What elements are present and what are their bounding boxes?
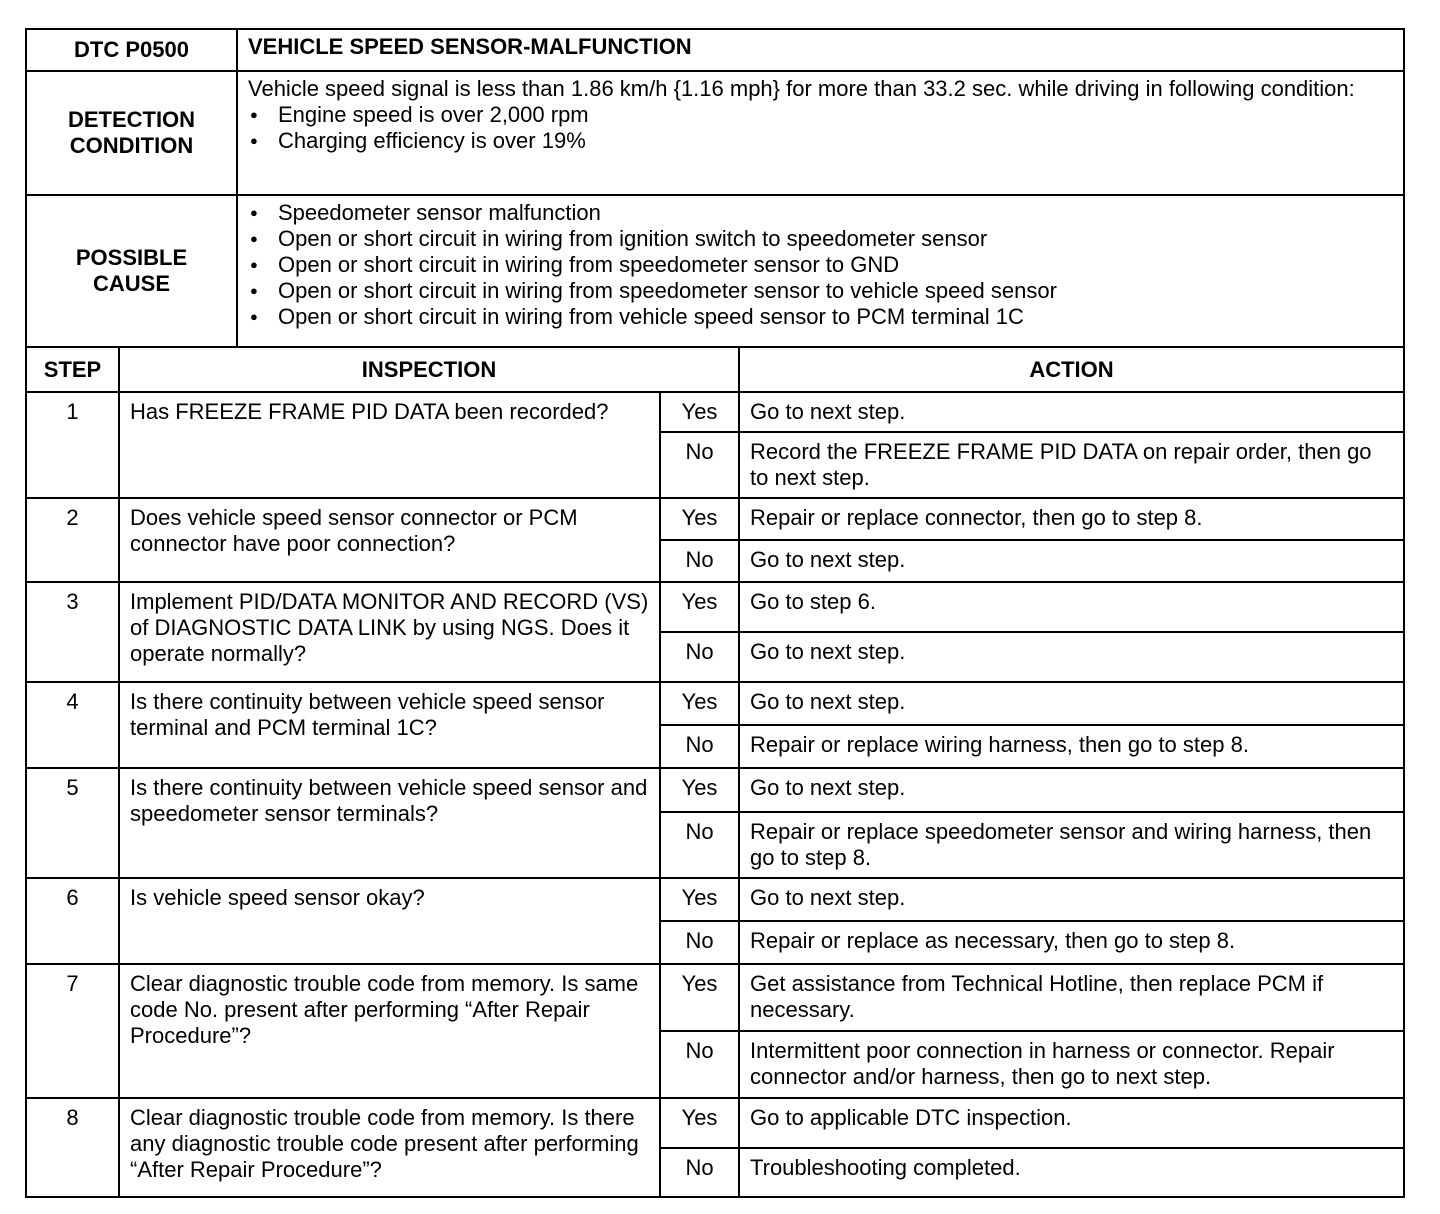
action-text: Get assistance from Technical Hotline, then replace PCM if necessary. bbox=[750, 971, 1324, 1022]
step-question: Does vehicle speed sensor connector or PCM connector have poor connection? bbox=[120, 499, 661, 581]
answer-row bbox=[661, 393, 1403, 431]
answer-yes: Yes bbox=[661, 683, 740, 724]
step-number: 6 bbox=[27, 879, 120, 963]
list-item: ● Open or short circuit in wiring from ignition switch to speedometer sensor bbox=[248, 226, 1393, 252]
answer-row bbox=[661, 631, 1403, 681]
list-item: ● Engine speed is over 2,000 rpm bbox=[248, 102, 1393, 128]
answer-row bbox=[661, 1030, 1403, 1097]
dtc-title-row bbox=[27, 30, 1403, 72]
dtc-code: DTC P0500 bbox=[27, 30, 238, 70]
answer-no: No bbox=[661, 633, 740, 681]
action-text: Go to next step. bbox=[750, 885, 906, 910]
step-number: 4 bbox=[27, 683, 120, 767]
step-question: Clear diagnostic trouble code from memory. Is same code No. present after performing “After Repair Procedure”? bbox=[120, 965, 661, 1097]
step-number: 8 bbox=[27, 1099, 120, 1196]
answer-row bbox=[661, 920, 1403, 963]
answer-yes: Yes bbox=[661, 965, 740, 1030]
step-number: 3 bbox=[27, 583, 120, 681]
action-text: Go to next step. bbox=[750, 639, 906, 664]
step-row bbox=[27, 683, 1403, 769]
step-question: Is there continuity between vehicle speed sensor and speedometer sensor terminals? bbox=[120, 769, 661, 877]
answer-no: No bbox=[661, 1149, 740, 1197]
possible-cause-label: POSSIBLE CAUSE bbox=[27, 196, 238, 346]
step-question: Has FREEZE FRAME PID DATA been recorded? bbox=[120, 393, 661, 497]
answer-yes: Yes bbox=[661, 769, 740, 811]
answer-no: No bbox=[661, 1032, 740, 1097]
answer-row bbox=[661, 1099, 1403, 1147]
column-header-inspection: INSPECTION bbox=[120, 348, 740, 391]
action-text: Repair or replace speedometer sensor and wiring harness, then go to step 8. bbox=[750, 819, 1372, 870]
step-number: 7 bbox=[27, 965, 120, 1097]
answer-row bbox=[661, 583, 1403, 631]
step-number: 5 bbox=[27, 769, 120, 877]
action-text: Repair or replace as necessary, then go to step 8. bbox=[750, 928, 1236, 953]
step-answers bbox=[661, 683, 1403, 767]
action-text: Go to next step. bbox=[750, 399, 906, 424]
answer-row bbox=[661, 724, 1403, 767]
step-answers bbox=[661, 393, 1403, 497]
possible-cause-content bbox=[238, 196, 1403, 346]
answer-row bbox=[661, 1147, 1403, 1197]
column-header-action: ACTION bbox=[1029, 356, 1114, 382]
answer-row bbox=[661, 965, 1403, 1030]
answer-yes: Yes bbox=[661, 1099, 740, 1147]
step-row bbox=[27, 583, 1403, 683]
action-text: Go to step 6. bbox=[750, 589, 876, 614]
column-header-step: STEP bbox=[27, 348, 120, 391]
answer-no: No bbox=[661, 541, 740, 581]
detection-condition-text: Vehicle speed signal is less than 1.86 km/h {1.16 mph} for more than 33.2 sec. while driving in following condition: bbox=[248, 76, 1355, 101]
list-item: ● Open or short circuit in wiring from vehicle speed sensor to PCM terminal 1C bbox=[248, 304, 1393, 330]
answer-yes: Yes bbox=[661, 879, 740, 920]
action-text: Go to next step. bbox=[750, 547, 906, 572]
action-text: Record the FREEZE FRAME PID DATA on repair order, then go to next step. bbox=[750, 439, 1372, 490]
answer-no: No bbox=[661, 726, 740, 767]
list-item: ● Charging efficiency is over 19% bbox=[248, 128, 1393, 154]
answer-yes: Yes bbox=[661, 583, 740, 631]
step-number: 1 bbox=[27, 393, 120, 497]
possible-cause-row bbox=[27, 196, 1403, 348]
list-item: ● Open or short circuit in wiring from speedometer sensor to vehicle speed sensor bbox=[248, 278, 1393, 304]
step-number: 2 bbox=[27, 499, 120, 581]
action-text: Troubleshooting completed. bbox=[750, 1154, 1021, 1180]
step-question: Is vehicle speed sensor okay? bbox=[120, 879, 661, 963]
action-text: Go to next step. bbox=[750, 775, 906, 800]
answer-row bbox=[661, 811, 1403, 877]
detection-condition-content bbox=[238, 72, 1403, 194]
step-answers bbox=[661, 769, 1403, 877]
possible-cause-list bbox=[248, 200, 1393, 330]
step-answers bbox=[661, 879, 1403, 963]
detection-condition-list bbox=[248, 102, 1393, 154]
detection-condition-label: DETECTION CONDITION bbox=[27, 72, 238, 194]
step-answers bbox=[661, 1099, 1403, 1196]
step-question: Is there continuity between vehicle speed sensor terminal and PCM terminal 1C? bbox=[120, 683, 661, 767]
steps-body bbox=[27, 393, 1403, 1196]
answer-yes: Yes bbox=[661, 499, 740, 539]
step-row bbox=[27, 499, 1403, 583]
action-text: Repair or replace connector, then go to step 8. bbox=[750, 505, 1203, 530]
answer-row bbox=[661, 539, 1403, 581]
answer-row bbox=[661, 879, 1403, 920]
dtc-table bbox=[25, 28, 1405, 1198]
action-text: Repair or replace wiring harness, then go to step 8. bbox=[750, 732, 1249, 757]
action-text: Intermittent poor connection in harness or connector. Repair connector and/or harness, then go to next step. bbox=[750, 1038, 1335, 1089]
step-row bbox=[27, 393, 1403, 499]
action-text: Go to next step. bbox=[750, 689, 906, 714]
answer-row bbox=[661, 431, 1403, 497]
column-header-row bbox=[27, 348, 1403, 393]
step-question: Implement PID/DATA MONITOR AND RECORD (VS) of DIAGNOSTIC DATA LINK by using NGS. Does it operate normally? bbox=[120, 583, 661, 681]
step-row bbox=[27, 879, 1403, 965]
answer-no: No bbox=[661, 922, 740, 963]
detection-condition-row bbox=[27, 72, 1403, 196]
answer-row bbox=[661, 683, 1403, 724]
dtc-title: VEHICLE SPEED SENSOR-MALFUNCTION bbox=[248, 34, 692, 59]
step-answers bbox=[661, 965, 1403, 1097]
answer-no: No bbox=[661, 813, 740, 877]
step-answers bbox=[661, 583, 1403, 681]
step-answers bbox=[661, 499, 1403, 581]
answer-row bbox=[661, 499, 1403, 539]
list-item: ● Speedometer sensor malfunction bbox=[248, 200, 1393, 226]
answer-row bbox=[661, 769, 1403, 811]
step-row bbox=[27, 965, 1403, 1099]
answer-yes: Yes bbox=[661, 393, 740, 431]
answer-no: No bbox=[661, 433, 740, 497]
step-row bbox=[27, 1099, 1403, 1196]
step-row bbox=[27, 769, 1403, 879]
list-item: ● Open or short circuit in wiring from speedometer sensor to GND bbox=[248, 252, 1393, 278]
action-text: Go to applicable DTC inspection. bbox=[750, 1105, 1072, 1130]
step-question: Clear diagnostic trouble code from memory. Is there any diagnostic trouble code present after performing “After Repair Procedure”? bbox=[120, 1099, 661, 1196]
